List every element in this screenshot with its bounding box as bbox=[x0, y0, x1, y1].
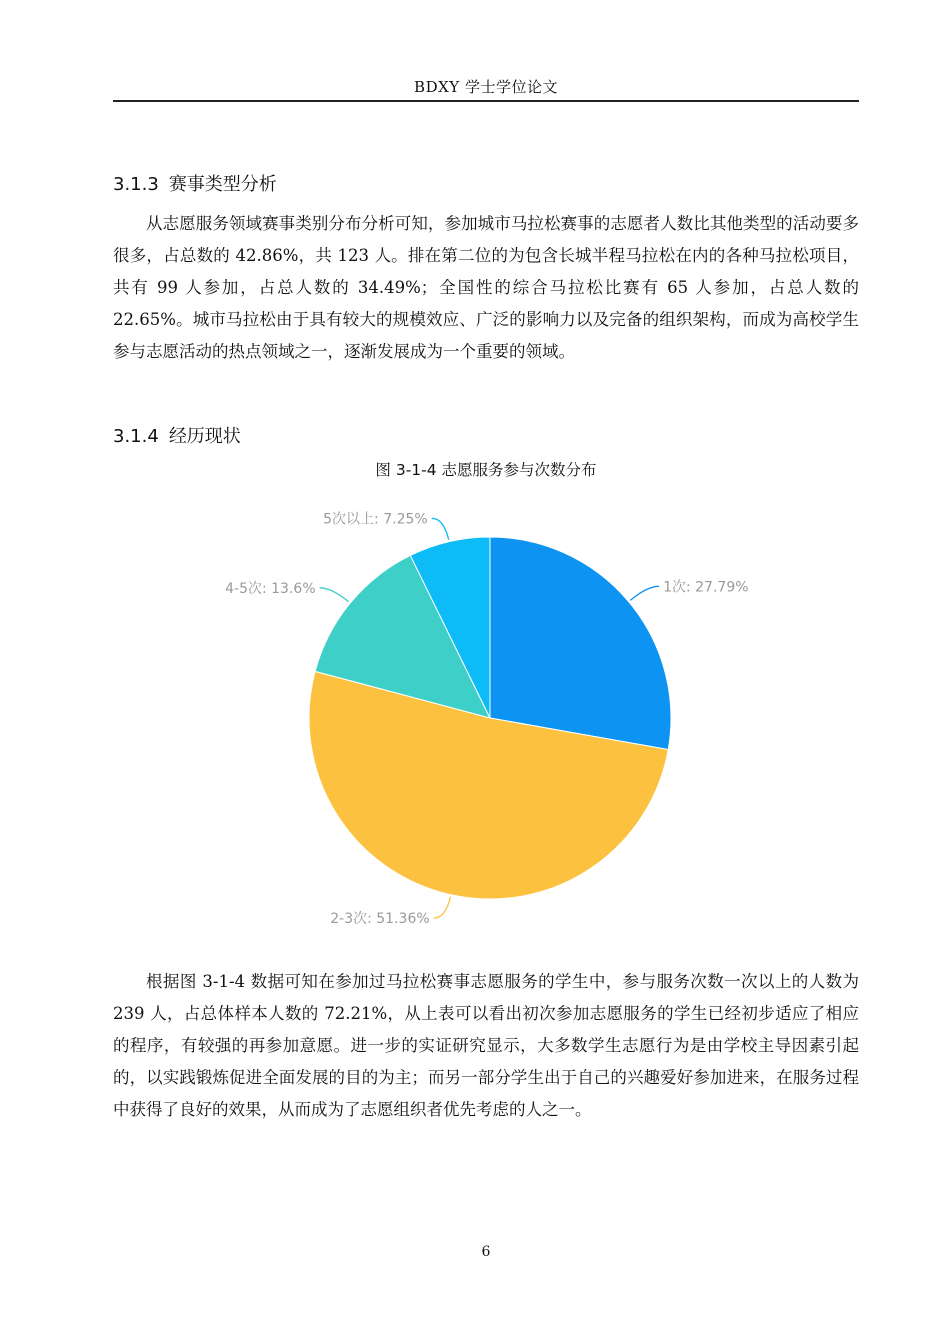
section-title: 经历现状 bbox=[168, 426, 241, 447]
pie-leader-line bbox=[630, 586, 659, 600]
pie-slice-label: 4-5次: 13.6% bbox=[225, 580, 316, 597]
pie-slice-label: 5次以上: 7.25% bbox=[323, 511, 428, 528]
pie-slice-label: 1次: 27.79% bbox=[663, 579, 749, 596]
pie-leader-line bbox=[434, 897, 451, 918]
section-number: 3.1.4 bbox=[113, 426, 159, 447]
pie-leader-line bbox=[320, 588, 349, 602]
body-paragraph-1: 从志愿服务领域赛事类别分布分析可知，参加城市马拉松赛事的志愿者人数比其他类型的活动要多很多，占总数的 42.86%，共 123 人。排在第二位的为包含长城半程马拉松在内的各种马拉松项目，共有 99 人参加，占总人数的 34.49%；全国性的综合马拉松比赛有 65 人参加，占总人数的 22.65%。城市马拉松由于具有较大的规模效应、广泛的影响力以及完备的组织架构，而成为高校学生参与志愿活动的热点领域之一，逐渐发展成为一个重要的领域。 bbox=[113, 214, 859, 361]
figure-caption: 图 3-1-4 志愿服务参与次数分布 bbox=[375, 461, 597, 479]
page-number: 6 bbox=[481, 1244, 491, 1260]
section-heading-3-1-3 bbox=[113, 170, 277, 196]
pie-chart bbox=[180, 495, 800, 950]
section-title: 赛事类型分析 bbox=[168, 174, 277, 195]
header-rule bbox=[113, 100, 859, 102]
running-header: BDXY 学士学位论文 bbox=[414, 78, 558, 96]
section-number: 3.1.3 bbox=[113, 174, 159, 195]
body-paragraph-2: 根据图 3-1-4 数据可知在参加过马拉松赛事志愿服务的学生中，参与服务次数一次以上的人数为 239 人，占总体样本人数的 72.21%，从上表可以看出初次参加志愿服务的学生已经初步适应了相应的程序，有较强的再参加意愿。进一步的实证研究显示，大多数学生志愿行为是由学校主导因素引起的，以实践锻炼促进全面发展的目的为主；而另一部分学生出于自己的兴趣爱好参加进来，在服务过程中获得了良好的效果，从而成为了志愿组织者优先考虑的人之一。 bbox=[113, 972, 859, 1119]
pie-leader-line bbox=[432, 518, 449, 539]
pie-slice-label: 2-3次: 51.36% bbox=[330, 911, 430, 928]
pie-slice bbox=[490, 537, 671, 750]
section-heading-3-1-4 bbox=[113, 422, 241, 448]
